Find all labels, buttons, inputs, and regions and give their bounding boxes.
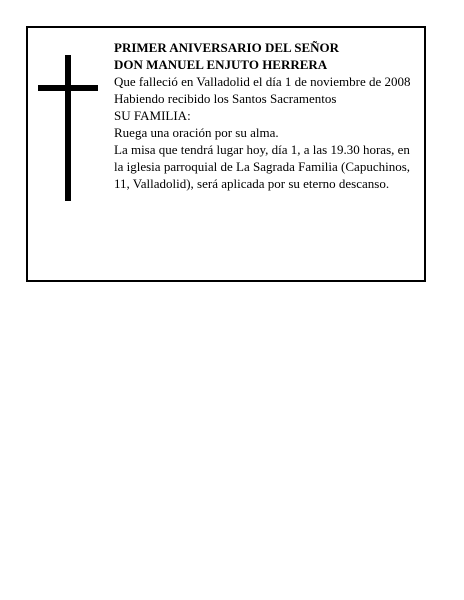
- sacraments-line: Habiendo recibido los Santos Sacramentos: [114, 91, 337, 106]
- prayer-line: Ruega una oración por su alma.: [114, 125, 279, 140]
- notice-text: [114, 39, 419, 192]
- latin-cross-icon: [38, 55, 98, 201]
- obituary-notice: [26, 26, 426, 282]
- cross-horizontal-bar: [38, 85, 98, 91]
- family-line: SU FAMILIA:: [114, 108, 191, 123]
- cross-vertical-bar: [65, 55, 71, 201]
- notice-headline-name: DON MANUEL ENJUTO HERRERA: [114, 57, 328, 72]
- mass-details-line: La misa que tendrá lugar hoy, día 1, a las 19.30 horas, en la iglesia parroquial de La Sagrada Familia (Capuchinos, 11, Valladolid), será aplicada por su eterno descanso.: [114, 142, 411, 191]
- notice-headline-anniversary: PRIMER ANIVERSARIO DEL SEÑOR: [114, 40, 340, 55]
- death-date-line: Que falleció en Valladolid el día 1 de noviembre de 2008: [114, 74, 411, 89]
